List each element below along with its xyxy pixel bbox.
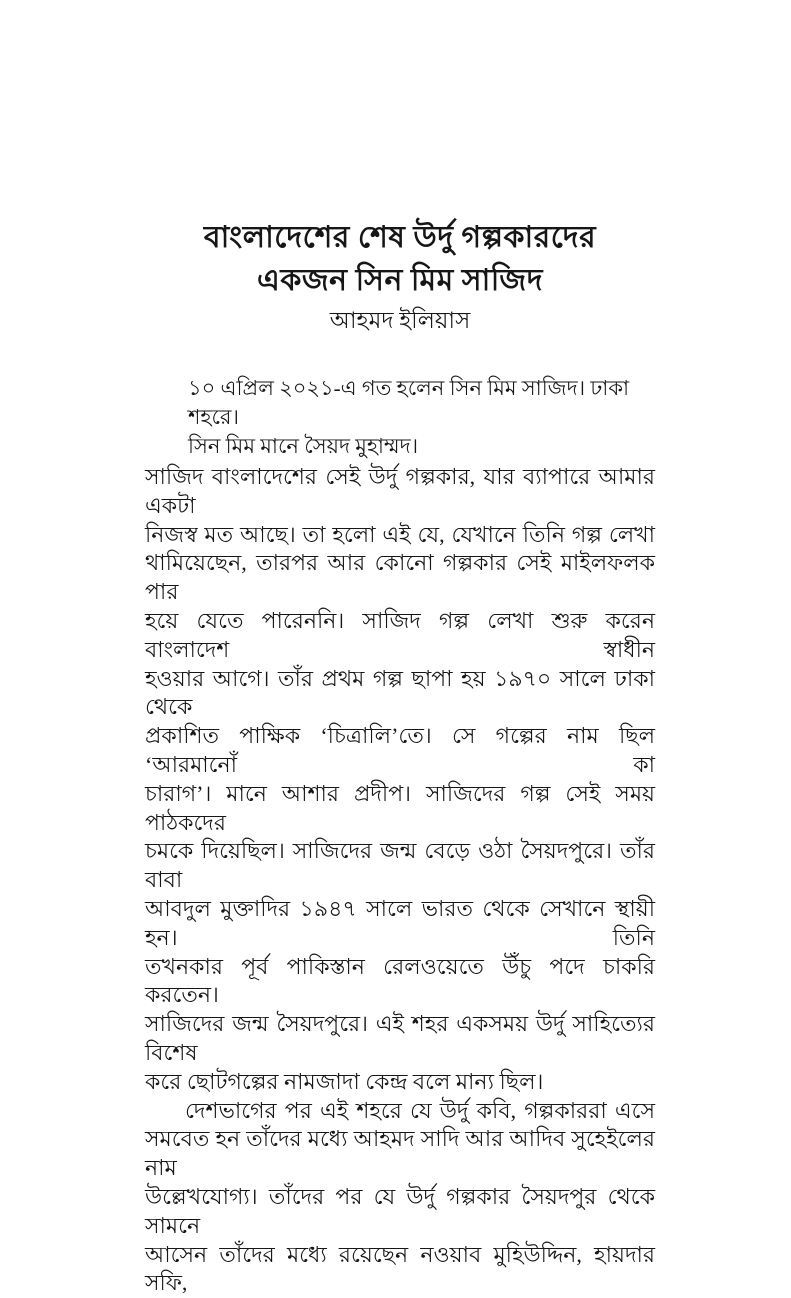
article-author: আহমদ ইলিয়াস	[329, 308, 471, 333]
article-title-line-2: একজন সিন মিম সাজিদ	[257, 264, 543, 297]
text-line: করে ছোটগল্পের নামজাদা কেন্দ্র বলে মান্য ছিল।	[145, 1068, 544, 1094]
text-line: সমবেত হন তাঁদের মধ্যে আহমদ সাদি আর আদিব সুহেইলের নাম	[145, 1126, 655, 1181]
text-line: তখনকার পূর্ব পাকিস্তান রেলওয়েতে উঁচু পদে চাকরি করতেন।	[145, 953, 655, 1008]
article-title	[145, 216, 655, 302]
body-paragraph-2	[145, 1097, 655, 1298]
text-line: আবদুল মুক্তাদির ১৯৪৭ সালে ভারত থেকে সেখানে স্থায়ী হন। তিনি	[145, 895, 655, 950]
article-title-line-1: বাংলাদেশের শেষ উর্দু গল্পকারদের	[203, 221, 597, 254]
text-line: সাজিদ বাংলাদেশের সেই উর্দু গল্পকার, যার ব্যাপারে আমার একটা	[145, 464, 655, 518]
text-line: চমকে দিয়েছিল। সাজিদের জন্ম বেড়ে ওঠা সৈয়দপুরে। তাঁর বাবা	[145, 838, 655, 893]
text-line: দেশভাগের পর এই শহরে যে উর্দু কবি, গল্পকাররা এসে	[185, 1097, 655, 1123]
text-line: প্রকাশিত পাক্ষিক ‘চিত্রালি’তে। সে গল্পের নাম ছিল ‘আরমানোঁ কা	[145, 723, 655, 777]
text-line: উল্লেখযোগ্য। তাঁদের পর যে উর্দু গল্পকার সৈয়দপুর থেকে সামনে	[145, 1183, 655, 1238]
epigraph	[188, 374, 655, 460]
text-line: থামিয়েছেন, তারপর আর কোনো গল্পকার সেই মাইলফলক পার	[145, 550, 655, 605]
text-line: সাজিদের জন্ম সৈয়দপুরে। এই শহর একসময় উর্দু সাহিত্যের বিশেষ	[145, 1011, 655, 1065]
text-line: চারাগ’। মানে আশার প্রদীপ। সাজিদের গল্প সেই সময় পাঠকদের	[145, 780, 655, 835]
text-line: হয়ে যেতে পারেননি। সাজিদ গল্প লেখা শুরু করেন বাংলাদেশ স্বাধীন	[145, 607, 655, 662]
text-line: হওয়ার আগে। তাঁর প্রথম গল্প ছাপা হয় ১৯৭০ সালে ঢাকা থেকে	[145, 665, 655, 720]
article-body	[145, 463, 655, 1298]
text-line: আসেন তাঁদের মধ্যে রয়েছেন নওয়াব মুহিউদ্দিন, হায়দার সফি,	[145, 1241, 655, 1296]
text-line: নিজস্ব মত আছে। তা হলো এই যে, যেখানে তিনি গল্প লেখা	[145, 521, 655, 547]
text-line: সিন মিম মানে সৈয়দ মুহাম্মদ।	[188, 433, 419, 458]
body-paragraph-1	[145, 463, 655, 1097]
text-line: ১০ এপ্রিল ২০২১-এ গত হলেন সিন মিম সাজিদ। ঢাকা শহরে।	[188, 376, 630, 429]
